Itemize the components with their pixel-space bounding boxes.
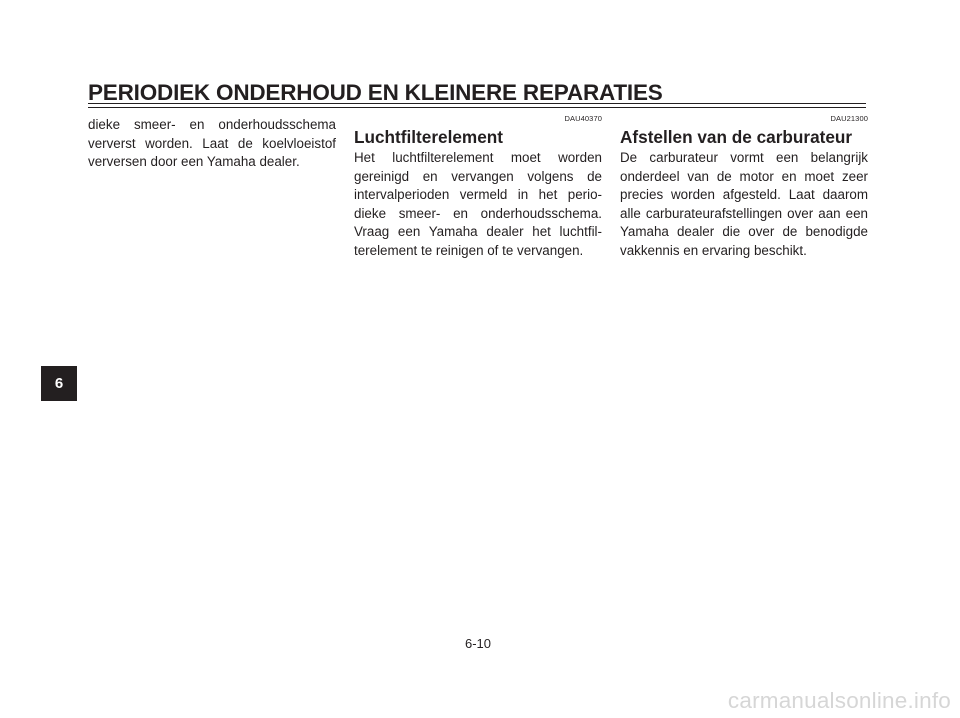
header-rule-bottom (88, 107, 866, 108)
section-code: DAU21300 (830, 114, 868, 123)
column-left (88, 112, 336, 172)
column-middle (354, 112, 602, 261)
carburetor-text: De carburateur vormt een belangrijk onderdeel van de motor en moet zeer precies worden afgesteld. Laat daarom alle carburateurafstellingen over aan een Yamaha dealer die over de benodigde vakkennis en ervaring beschikt. (620, 150, 868, 258)
section-heading-air-filter: Luchtfilterelement (354, 127, 503, 147)
watermark: carmanualsonline.info (727, 688, 951, 713)
air-filter-text: Het luchtfilterelement moet worden gereinigd en vervangen volgens de intervalperioden vermeld in het periodieke smeer- en onderhoudsschema. Vraag een Yamaha dealer het luchtfilterelement te reinigen of te vervangen. (354, 150, 602, 258)
chapter-tab: 6 (41, 366, 77, 401)
page-header-title: PERIODIEK ONDERHOUD EN KLEINERE REPARATIES (88, 80, 663, 105)
header-rule-top (88, 103, 866, 104)
column-right (620, 112, 868, 261)
page-number: 6-10 (464, 636, 492, 651)
section-heading-carburetor: Afstellen van de carburateur (620, 127, 853, 147)
section-code: DAU40370 (564, 114, 602, 123)
coolant-continuation-text: dieke smeer- en onderhoudsschema ververst worden. Laat de koelvloeistof verversen door een Yamaha dealer. (88, 117, 336, 170)
